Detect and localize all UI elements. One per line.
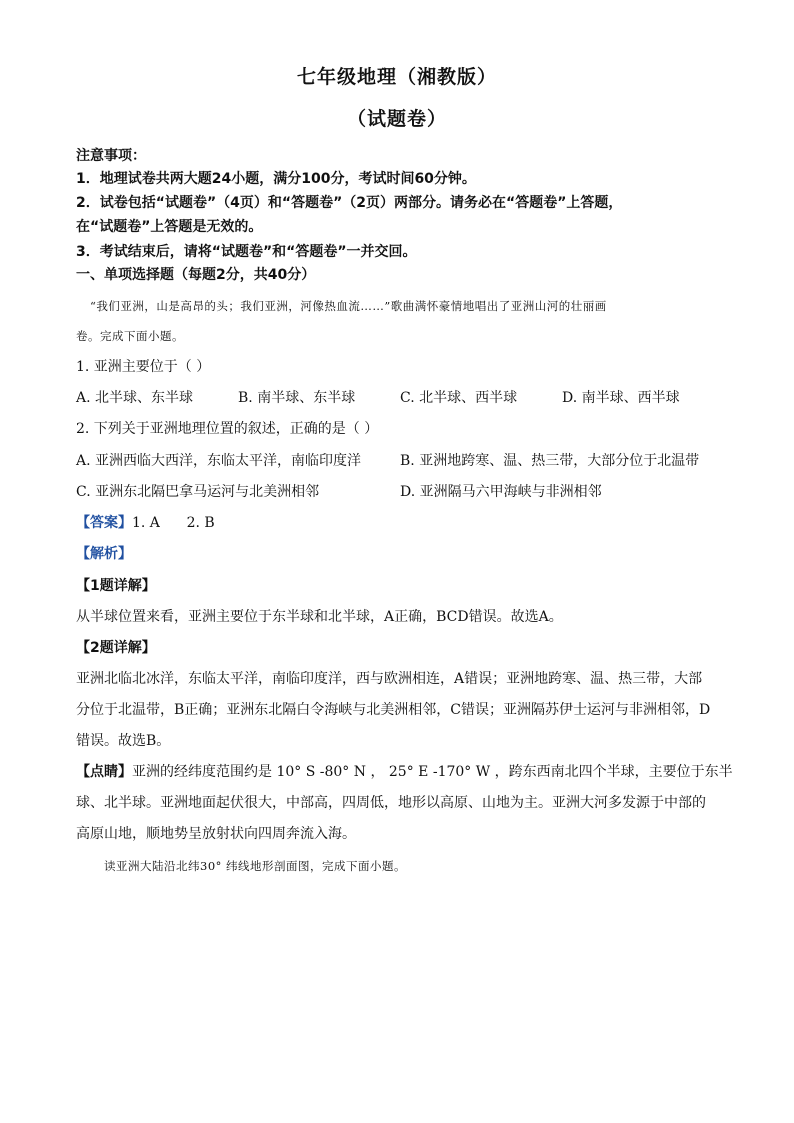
next-intro: 读亚洲大陆沿北纬30° 纬线地形剖面图，完成下面小题。 [104,859,407,873]
q1-option-d: D. 南半球、西半球 [562,390,680,406]
q1-option-a: A. 北半球、东半球 [76,390,194,406]
note-1: 1．地理试卷共两大题24小题，满分100分，考试时间60分钟。 [76,171,476,187]
tip-line-2: 球、北半球。亚洲地面起伏很大，中部高，四周低，地形以高原、山地为主。亚洲大河多发源于中部的 [76,795,706,811]
analysis-line [76,544,730,564]
question-2-stem: 2. 下列关于亚洲地理位置的叙述，正确的是（ ） [76,421,379,437]
answer-text: 1. A 2. B [132,515,215,531]
notes-heading: 注意事项： [76,148,146,164]
page-title: 七年级地理（湘教版） [296,66,497,88]
detail-2-line-2: 分位于北温带，B正确；亚洲东北隔白令海峡与北美洲相邻，C错误；亚洲隔苏伊士运河与非洲相邻，D [76,702,711,718]
note-2a: 2．试卷包括“试题卷”（4页）和“答题卷”（2页）两部分。请务必在“答题卷”上答题， [76,195,623,211]
page-subtitle: （试题卷） [346,108,447,130]
detail-2-label: 【2题详解】 [76,640,156,656]
q2-option-c: C. 亚洲东北隔巴拿马运河与北美洲相邻 [76,484,320,500]
q2-option-b: B. 亚洲地跨寒、温、热三带，大部分位于北温带 [400,453,700,469]
note-3: 3．考试结束后，请将“试题卷”和“答题卷”一并交回。 [76,244,417,260]
question-1-stem: 1. 亚洲主要位于（ ） [76,359,211,375]
tip-text-1: 亚洲的经纬度范围约是 10° S -80° N ， 25° E -170° W ，跨东西南北四个半球，主要位于东半 [132,764,733,780]
detail-2-line-1: 亚洲北临北冰洋，东临太平洋，南临印度洋，西与欧洲相连，A错误；亚洲地跨寒、温、热三带，大部 [76,671,703,687]
tip-line-1 [76,762,733,782]
note-2b: 在“试题卷”上答题是无效的。 [76,219,263,235]
answer-line [76,513,730,533]
detail-1-text: 从半球位置来看，亚洲主要位于东半球和北半球，A正确，BCD错误。故选A。 [76,609,563,625]
q1-option-b: B. 南半球、东半球 [238,390,356,406]
tip-line-3: 高原山地，顺地势呈放射状向四周奔流入海。 [76,826,356,842]
intro-line-2: 卷。完成下面小题。 [76,329,184,343]
tip-label: 【点睛】 [76,764,132,780]
analysis-label: 【解析】 [76,546,132,562]
q1-option-c: C. 北半球、西半球 [400,390,518,406]
detail-1-label: 【1题详解】 [76,578,156,594]
detail-2-line-3: 错误。故选B。 [76,733,171,749]
intro-line-1: “我们亚洲，山是高昂的头；我们亚洲，河像热血流……”歌曲满怀豪情地唱出了亚洲山河的壮丽画 [90,299,607,313]
answer-label: 【答案】 [76,515,132,531]
q2-option-d: D. 亚洲隔马六甲海峡与非洲相邻 [400,484,602,500]
q2-option-a: A. 亚洲西临大西洋，东临太平洋，南临印度洋 [76,453,362,469]
section-heading: 一、单项选择题（每题2分，共40分） [76,267,316,283]
